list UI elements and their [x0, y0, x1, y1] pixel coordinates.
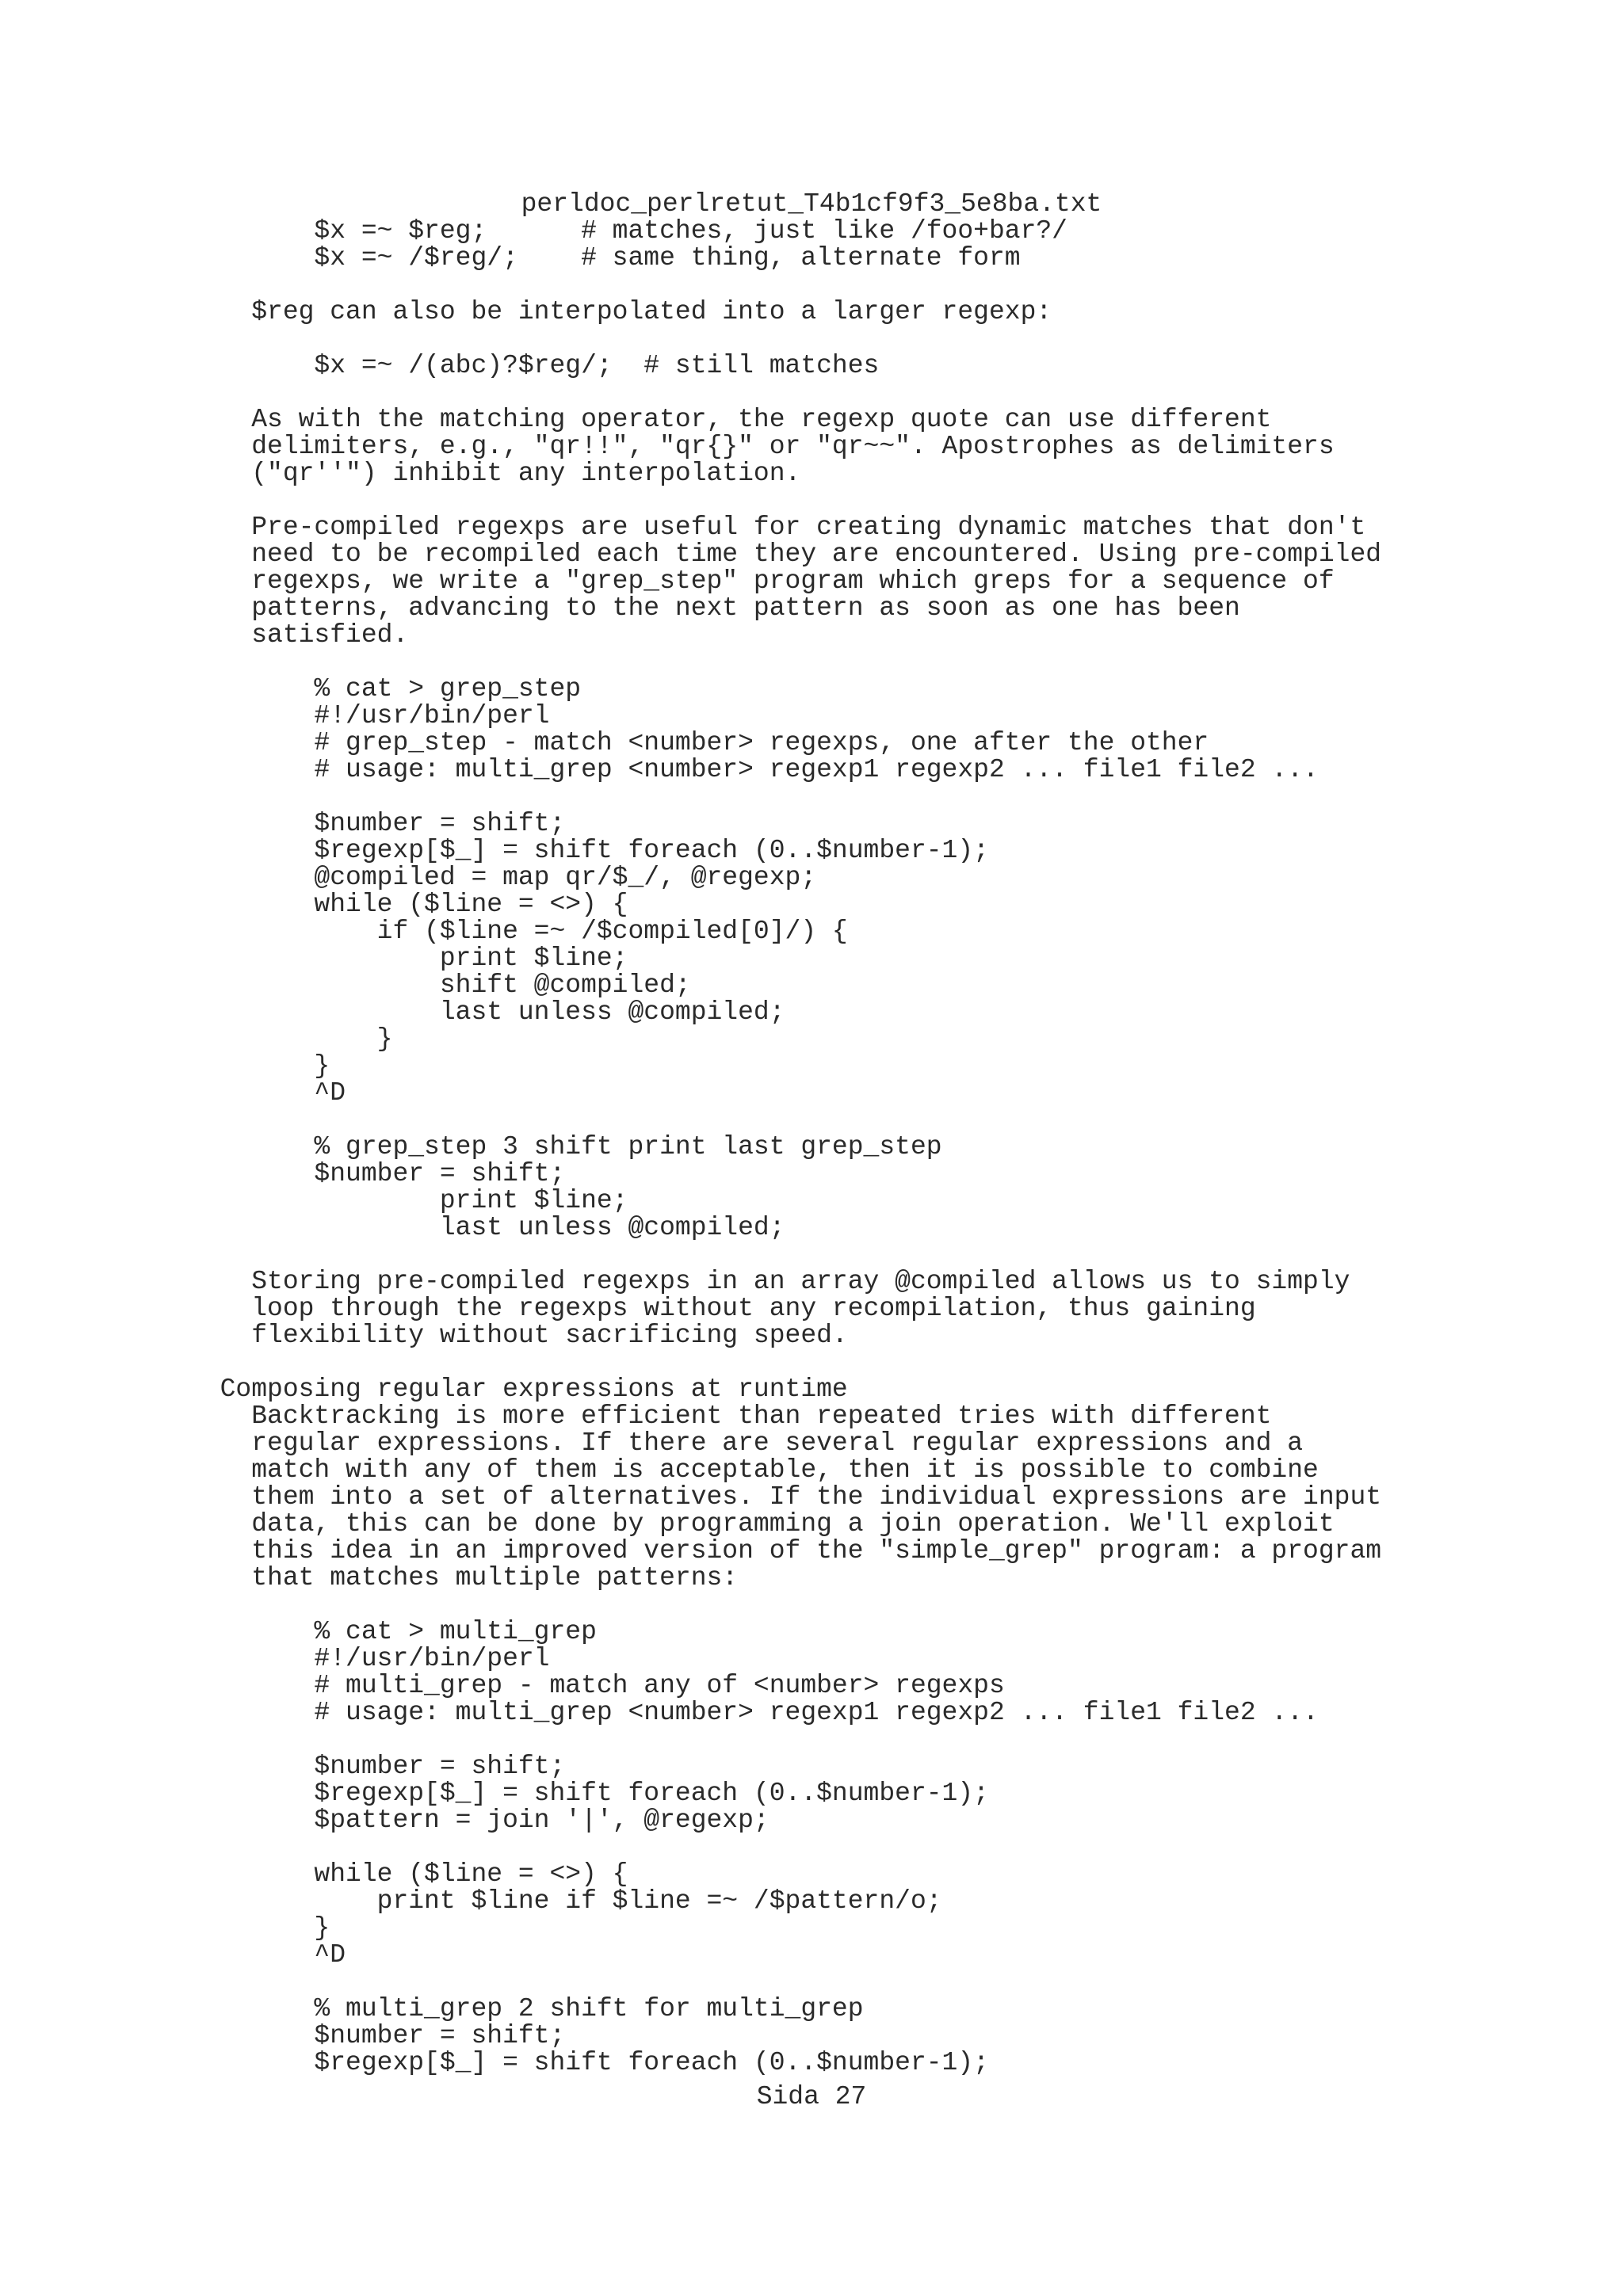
- text-line: $x =~ /(abc)?$reg/; # still matches: [189, 351, 880, 380]
- text-line: last unless @compiled;: [189, 997, 785, 1027]
- text-line: $pattern = join '|', @regexp;: [189, 1806, 769, 1835]
- text-line: ^D: [189, 1078, 346, 1108]
- text-line: $number = shift;: [189, 809, 566, 838]
- text-line: this idea in an improved version of the "simple_grep" program: a program: [189, 1536, 1382, 1566]
- text-line: % cat > grep_step: [189, 674, 582, 704]
- text-line: shift @compiled;: [189, 971, 691, 1000]
- text-line: #!/usr/bin/perl: [189, 1644, 550, 1673]
- text-line: ("qr''") inhibit any interpolation.: [189, 459, 801, 488]
- text-line: print $line;: [189, 1186, 628, 1215]
- text-line: print $line;: [189, 944, 628, 973]
- page-header-filename: perldoc_perlretut_T4b1cf9f3_5e8ba.txt: [521, 189, 1102, 219]
- text-line: #!/usr/bin/perl: [189, 701, 550, 730]
- text-line: satisfied.: [189, 620, 409, 650]
- text-line: $regexp[$_] = shift foreach (0..$number-1);: [189, 836, 989, 865]
- text-line: }: [189, 1024, 393, 1054]
- text-line: $number = shift;: [189, 2021, 566, 2050]
- text-line: $x =~ $reg; # matches, just like /foo+bar?/: [189, 216, 1067, 246]
- text-line: while ($line = <>) {: [189, 1859, 628, 1889]
- text-line: # usage: multi_grep <number> regexp1 regexp2 ... file1 file2 ...: [189, 755, 1319, 784]
- text-line: % grep_step 3 shift print last grep_step: [189, 1132, 942, 1161]
- text-line: while ($line = <>) {: [189, 890, 628, 919]
- text-line: # grep_step - match <number> regexps, one after the other: [189, 728, 1209, 757]
- text-line: Storing pre-compiled regexps in an array @compiled allows us to simply: [189, 1267, 1350, 1296]
- text-line: Pre-compiled regexps are useful for creating dynamic matches that don't: [189, 513, 1366, 542]
- text-line: $regexp[$_] = shift foreach (0..$number-1);: [189, 2048, 989, 2077]
- text-line: $number = shift;: [189, 1752, 566, 1781]
- text-line: # multi_grep - match any of <number> regexps: [189, 1671, 1005, 1700]
- text-line: % multi_grep 2 shift for multi_grep: [189, 1994, 864, 2023]
- text-line: last unless @compiled;: [189, 1213, 785, 1242]
- text-line: regexps, we write a "grep_step" program which greps for a sequence of: [189, 566, 1335, 596]
- text-line: Backtracking is more efficient than repeated tries with different: [189, 1402, 1272, 1431]
- text-line: if ($line =~ /$compiled[0]/) {: [189, 917, 848, 946]
- text-line: patterns, advancing to the next pattern as soon as one has been: [189, 593, 1240, 623]
- text-line: $x =~ /$reg/; # same thing, alternate form: [189, 243, 1021, 273]
- text-line: }: [189, 1913, 330, 1943]
- text-line: match with any of them is acceptable, then it is possible to combine: [189, 1455, 1319, 1485]
- text-line: $number = shift;: [189, 1159, 566, 1188]
- text-line: }: [189, 1051, 330, 1081]
- text-line: $regexp[$_] = shift foreach (0..$number-1);: [189, 1779, 989, 1808]
- text-line: As with the matching operator, the regexp quote can use different: [189, 405, 1272, 434]
- page-footer-number: Sida 27: [756, 2082, 867, 2111]
- document-body-text: [189, 218, 1381, 2077]
- text-line: # usage: multi_grep <number> regexp1 regexp2 ... file1 file2 ...: [189, 1698, 1319, 1727]
- text-line: flexibility without sacrificing speed.: [189, 1321, 848, 1350]
- text-line: data, this can be done by programming a join operation. We'll exploit: [189, 1509, 1335, 1539]
- text-line: Composing regular expressions at runtime: [189, 1375, 848, 1404]
- text-line: @compiled = map qr/$_/, @regexp;: [189, 863, 817, 892]
- text-line: delimiters, e.g., "qr!!", "qr{}" or "qr~~". Apostrophes as delimiters: [189, 432, 1335, 461]
- text-line: print $line if $line =~ /$pattern/o;: [189, 1886, 942, 1916]
- text-line: need to be recompiled each time they are encountered. Using pre-compiled: [189, 540, 1382, 569]
- text-line: that matches multiple patterns:: [189, 1563, 739, 1592]
- text-line: ^D: [189, 1940, 346, 1970]
- text-line: them into a set of alternatives. If the individual expressions are input: [189, 1482, 1382, 1512]
- text-line: $reg can also be interpolated into a larger regexp:: [189, 297, 1052, 326]
- text-line: loop through the regexps without any recompilation, thus gaining: [189, 1294, 1256, 1323]
- text-line: % cat > multi_grep: [189, 1617, 597, 1646]
- text-line: regular expressions. If there are several regular expressions and a: [189, 1428, 1304, 1458]
